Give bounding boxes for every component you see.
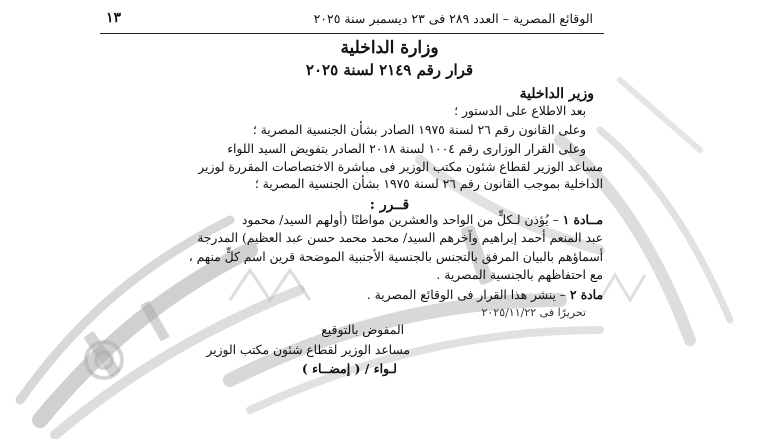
decree-title: قرار رقم ٢١٤٩ لسنة ٢٠٢٥	[305, 61, 474, 79]
signature-authorized: المفوض بالتوقيع	[321, 323, 404, 337]
header-title: الوقائع المصرية – العدد ٢٨٩ فى ٢٣ ديسمبر سنة ٢٠٢٥	[313, 11, 593, 26]
article-2-line	[367, 287, 603, 302]
signature-title: مساعد الوزير لقطاع شئون مكتب الوزير	[206, 343, 410, 357]
article-1-line	[242, 212, 603, 227]
article-1-label: مــادة ١	[562, 212, 603, 227]
article-2-text: – ينشر هذا القرار فى الوقائع المصرية .	[366, 288, 570, 302]
issue-date: تحريرًا فى ٢٠٢٥/١١/٢٢	[481, 306, 586, 319]
preamble-line: مساعد الوزير لقطاع شئون مكتب الوزير فى مباشرة الاختصاصات المقررة لوزير	[198, 160, 603, 174]
article-1-text: – يُؤذن لـكلٍّ من الواحد والعشرين مواطنًا (أولهم السيد/ محمود	[241, 213, 563, 227]
preamble-line: وعلى القرار الوزارى رقم ١٠٠٤ لسنة ٢٠١٨ الصادر بتفويض السيد اللواء	[227, 142, 586, 156]
signature-name: لـواء / ( إمضــاء )	[301, 361, 397, 376]
article-1-line: عبد المنعم أحمد إبراهيم وآخرهم السيد/ محمد محمد حسن عبد العظيم) المدرجة	[197, 231, 603, 245]
preamble-line: وعلى القانون رقم ٢٦ لسنة ١٩٧٥ الصادر بشأن الجنسية المصرية ؛	[252, 123, 586, 137]
header-divider	[100, 33, 604, 34]
minister-heading: وزير الداخلية	[519, 86, 594, 102]
article-1-line: مع احتفاظهم بالجنسية المصرية .	[436, 268, 603, 282]
article-1-line: أسماؤهم بالبيان المرفق بالتجنس بالجنسية الأجنبية الموضحة قرين اسم كلٍّ منهم ،	[188, 250, 603, 264]
ministry-heading: وزارة الداخلية	[340, 38, 439, 58]
page-number: ١٣	[106, 10, 122, 26]
decided-heading: قــرر :	[369, 197, 410, 213]
preamble-line: الداخلية بموجب القانون رقم ٢٦ لسنة ١٩٧٥ بشأن الجنسية المصرية ؛	[254, 177, 603, 191]
preamble-line: بعد الاطلاع على الدستور ؛	[454, 104, 586, 118]
article-2-label: مادة ٢	[569, 287, 603, 302]
